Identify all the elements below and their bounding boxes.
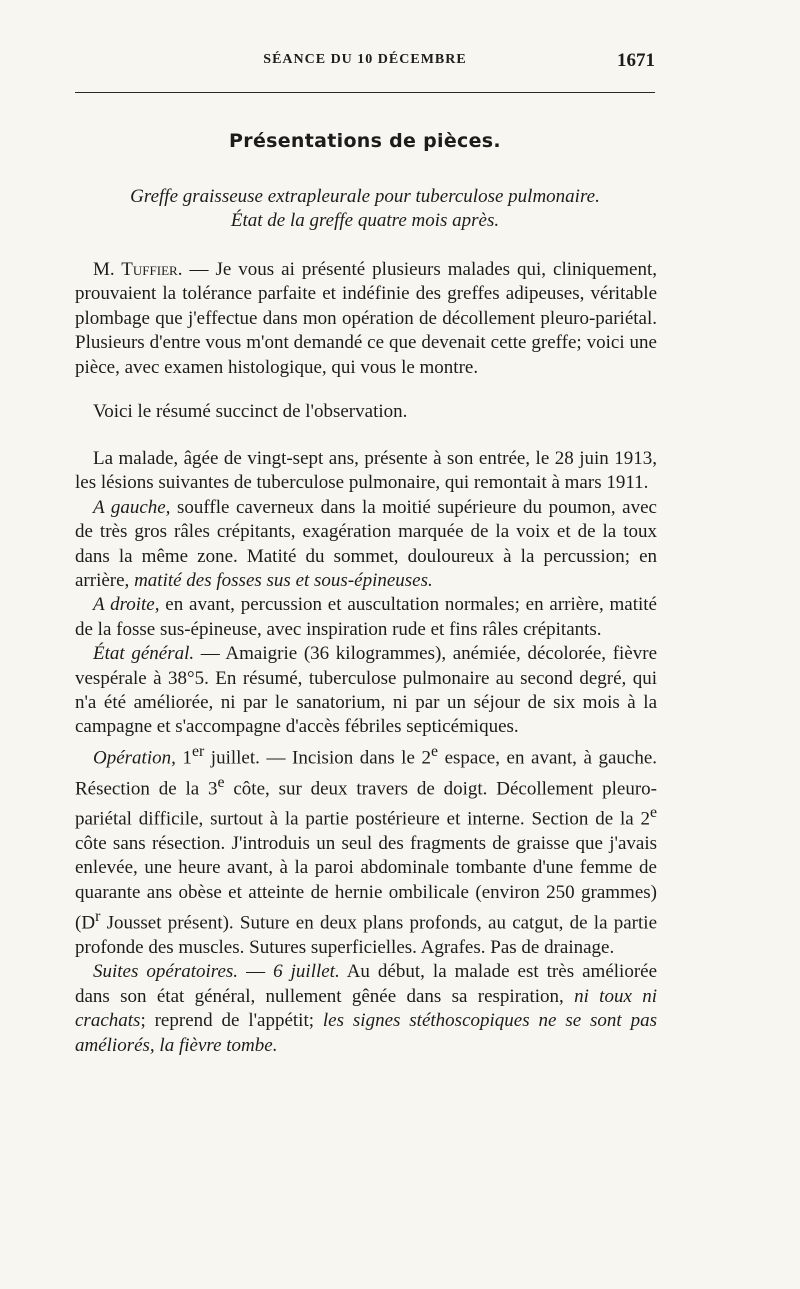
sup-r: r [95, 908, 101, 926]
header-rule [75, 92, 655, 93]
right-lung-paragraph [75, 593, 657, 642]
intro-paragraph [75, 258, 657, 380]
running-title: SÉANCE DU 10 DÉCEMBRE [263, 52, 467, 67]
left-lung-label: A gauche, [93, 496, 171, 518]
suites-text-d: les signes stéthoscopiques ne se sont pas améliorés, la fièvre tombe. [75, 1010, 657, 1056]
operation-text-b: espace, en avant, à gauche. Résection de la 3 [75, 747, 658, 799]
patient-paragraph: La malade, âgée de vingt-sept ans, présente à son entrée, le 28 juin 1913, les lésions suivantes de tuberculose pulmonaire, qui remontait à mars 1911. [75, 448, 657, 494]
article-title-line-1: Greffe graisseuse extrapleurale pour tuberculose pulmonaire. [130, 186, 600, 207]
operation-date-sup: er [191, 742, 205, 760]
operation-text-c: côte, sur deux travers de doigt. Décollement pleuro-pariétal difficile, surtout à la partie postérieure et interne. Section de la 2 [75, 777, 657, 830]
suites-text-a: Au début, la malade est très améliorée dans son état général, nullement gênée dans sa respiration, [75, 961, 658, 1007]
suites-paragraph [75, 960, 657, 1058]
general-state-paragraph [75, 642, 657, 740]
operation-date: 1 [175, 747, 192, 769]
section-title: Présentations de pièces. [229, 130, 501, 152]
right-lung-label: A droite, [93, 594, 160, 616]
page-number: 1671 [617, 50, 655, 71]
right-lung-text: en avant, percussion et auscultation normales; en arrière, matité de la fosse sus-épineuse, avec inspiration rude et fins râles crépitants. [75, 594, 657, 640]
sup-e-1: e [430, 742, 438, 760]
operation-text-e: Jousset présent). Suture en deux plans profonds, au catgut, de la partie profonde des muscles. Sutures superficielles. Agrafes. Pas de drainage. [75, 912, 657, 959]
left-lung-text-italic: matité des fosses sus et sous-épineuses. [134, 570, 433, 592]
left-lung-paragraph [75, 496, 657, 594]
operation-paragraph [75, 740, 657, 961]
suites-label: Suites opératoires. [93, 961, 239, 983]
running-head [75, 50, 655, 80]
suites-dash: — [238, 961, 274, 983]
operation-text-a: juillet. — Incision dans le 2 [204, 747, 431, 769]
article-title-line-2: État de la greffe quatre mois après. [230, 210, 500, 231]
suites-text-b: ni toux ni crachats [75, 985, 657, 1032]
general-state-text: — Amaigrie (36 kilogrammes), anémiée, décolorée, fièvre vespérale à 38°5. En résumé, tuberculose pulmonaire au second degré, qui n'a été améliorée, ni par le sanatorium, ni par un séjour de six mois à la campagne et s'accompagne d'accès fébriles septicémiques. [75, 643, 657, 738]
left-lung-text: souffle caverneux dans la moitié supérieure du poumon, avec de très gros râles crépitants, exagération marquée de la voix et de la toux dans la même zone. Matité du sommet, douloureux à la percussion; en arrière, [75, 496, 657, 592]
general-state-label: État général. [93, 643, 195, 665]
suites-date: 6 juillet. [273, 961, 340, 983]
summary-intro-paragraph [75, 400, 657, 424]
sup-e-3: e [649, 804, 657, 822]
suites-text-c: ; reprend de l'appétit; [140, 1010, 323, 1032]
speaker-name: M. Tuffier. [93, 259, 183, 280]
observation-body [75, 447, 657, 1058]
sup-e-2: e [217, 773, 225, 791]
operation-label: Opération, [93, 747, 176, 769]
summary-intro: Voici le résumé succinct de l'observation. [93, 401, 408, 422]
operation-text-d: côte sans résection. J'introduis un seul des fragments de graisse que j'avais enlevée, une heure avant, à la paroi abdominale tombante d'une femme de quarante ans obèse et atteinte de hernie ombilicale (environ 250 grammes) (D [75, 833, 657, 934]
intro-text: — Je vous ai présenté plusieurs malades qui, cliniquement, prouvaient la tolérance parfaite et indéfinie des greffes adipeuses, véritable plombage que j'effectue dans mon opération de décollement pleuro-pariétal. Plusieurs d'entre vous m'ont demandé ce que devenait cette greffe; voici une pièce, avec examen histologique, qui vous le montre. [75, 259, 658, 378]
